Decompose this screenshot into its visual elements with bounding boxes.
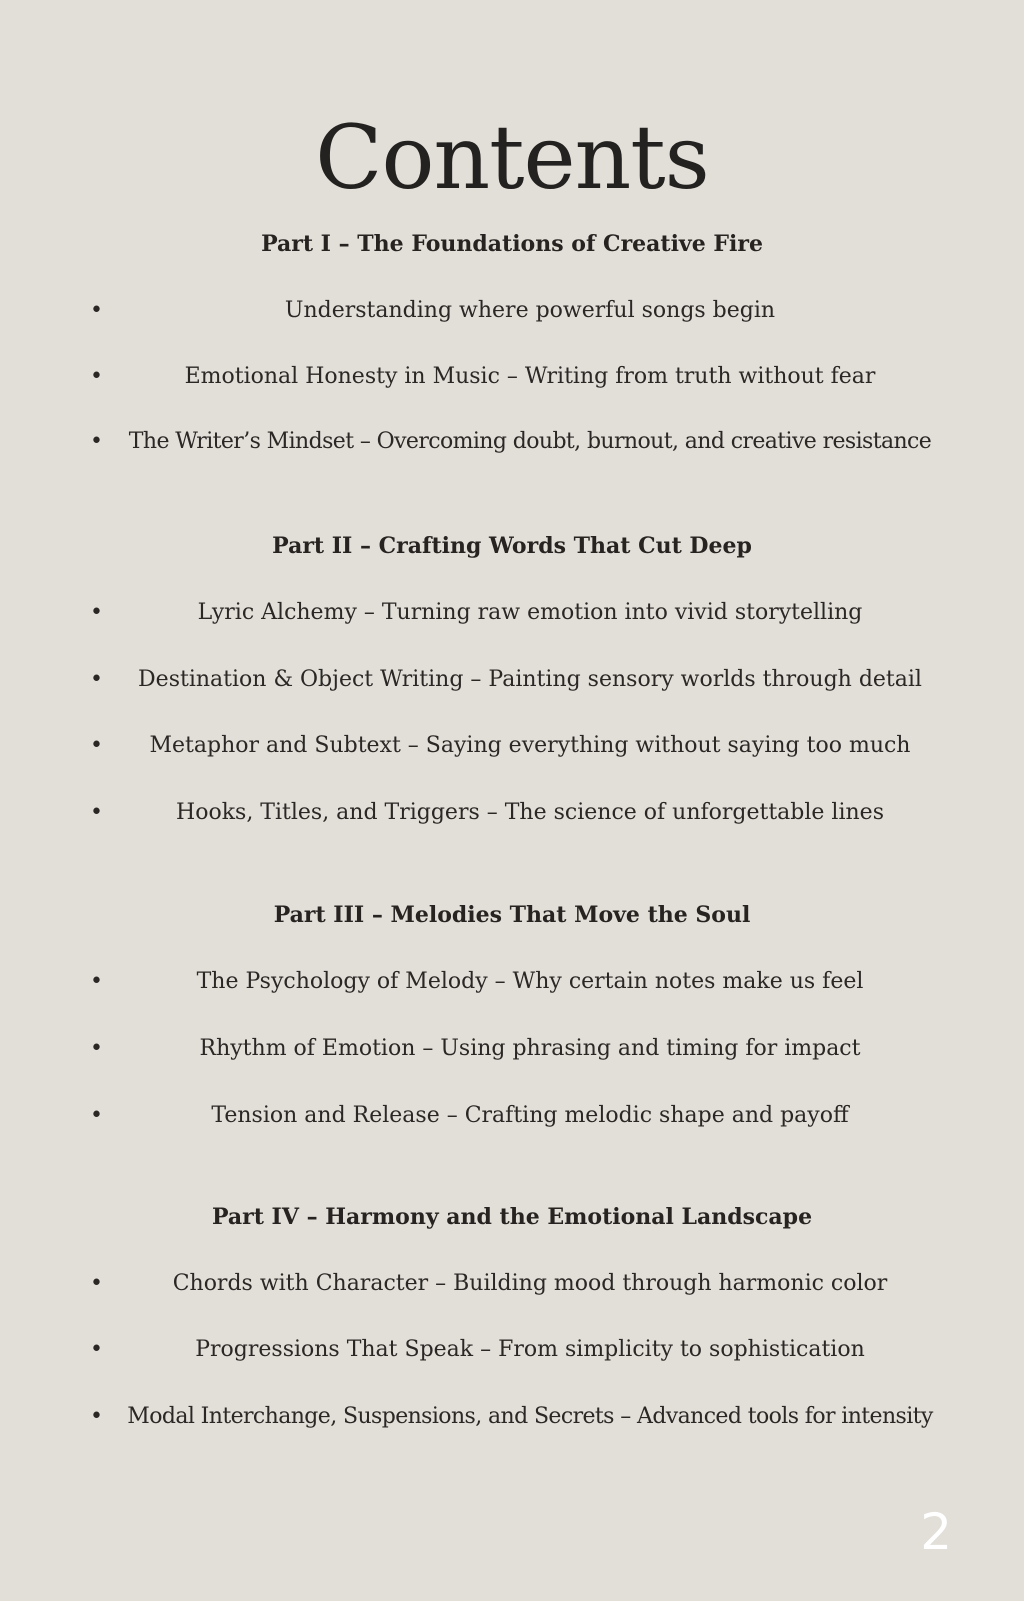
bullet-icon: • [90, 1103, 103, 1128]
list-item [0, 665, 1024, 695]
list-item-text: Emotional Honesty in Music – Writing from truth without fear [184, 364, 876, 389]
bullet-icon: • [90, 600, 103, 625]
bullet-icon: • [90, 733, 103, 758]
part-item-list [0, 967, 1024, 1131]
part-section-3 [0, 900, 1024, 1131]
list-item [0, 1402, 1024, 1432]
page-title: Contents [315, 106, 709, 209]
bullet-icon: • [90, 1337, 103, 1362]
list-item [0, 1034, 1024, 1064]
list-item [0, 362, 1024, 392]
part-heading: Part I – The Foundations of Creative Fire [261, 231, 763, 257]
list-item [0, 731, 1024, 761]
list-item-text: Understanding where powerful songs begin [284, 298, 776, 323]
bullet-icon: • [90, 1036, 103, 1061]
list-item [0, 598, 1024, 628]
list-item-text: Hooks, Titles, and Triggers – The science of unforgettable lines [176, 800, 884, 825]
part-item-list [0, 1269, 1024, 1432]
list-item [0, 798, 1024, 828]
list-item-text: Tension and Release – Crafting melodic shape and payoff [211, 1103, 849, 1128]
bullet-icon: • [90, 667, 103, 692]
bullet-icon: • [90, 429, 103, 454]
part-item-list [0, 296, 1024, 457]
list-item-text: Modal Interchange, Suspensions, and Secrets – Advanced tools for intensity [127, 1404, 933, 1429]
part-item-list [0, 598, 1024, 828]
bullet-icon: • [90, 969, 103, 994]
list-item-text: The Psychology of Melody – Why certain notes make us feel [196, 969, 864, 994]
part-heading: Part III – Melodies That Move the Soul [273, 902, 751, 928]
part-section-4 [0, 1202, 1024, 1432]
part-section-1 [0, 229, 1024, 457]
bullet-icon: • [90, 298, 103, 323]
bullet-icon: • [90, 1404, 103, 1429]
bullet-icon: • [90, 800, 103, 825]
list-item [0, 427, 1024, 457]
part-heading: Part IV – Harmony and the Emotional Landscape [211, 1204, 813, 1230]
part-section-2 [0, 531, 1024, 828]
page-number: 2 [920, 1503, 952, 1561]
list-item [0, 1269, 1024, 1299]
list-item [0, 967, 1024, 997]
part-heading: Part II – Crafting Words That Cut Deep [272, 533, 752, 559]
list-item-text: Metaphor and Subtext – Saying everything without saying too much [149, 733, 911, 758]
list-item-text: Lyric Alchemy – Turning raw emotion into vivid storytelling [197, 600, 863, 625]
list-item [0, 1101, 1024, 1131]
list-item [0, 1335, 1024, 1365]
list-item-text: Destination & Object Writing – Painting sensory worlds through detail [138, 667, 922, 692]
list-item-text: Chords with Character – Building mood through harmonic color [172, 1271, 888, 1296]
list-item-text: Rhythm of Emotion – Using phrasing and timing for impact [199, 1036, 861, 1061]
bullet-icon: • [90, 1271, 103, 1296]
list-item-text: The Writer’s Mindset – Overcoming doubt, burnout, and creative resistance [128, 429, 932, 454]
bullet-icon: • [90, 364, 103, 389]
list-item [0, 296, 1024, 326]
list-item-text: Progressions That Speak – From simplicity to sophistication [195, 1337, 865, 1362]
